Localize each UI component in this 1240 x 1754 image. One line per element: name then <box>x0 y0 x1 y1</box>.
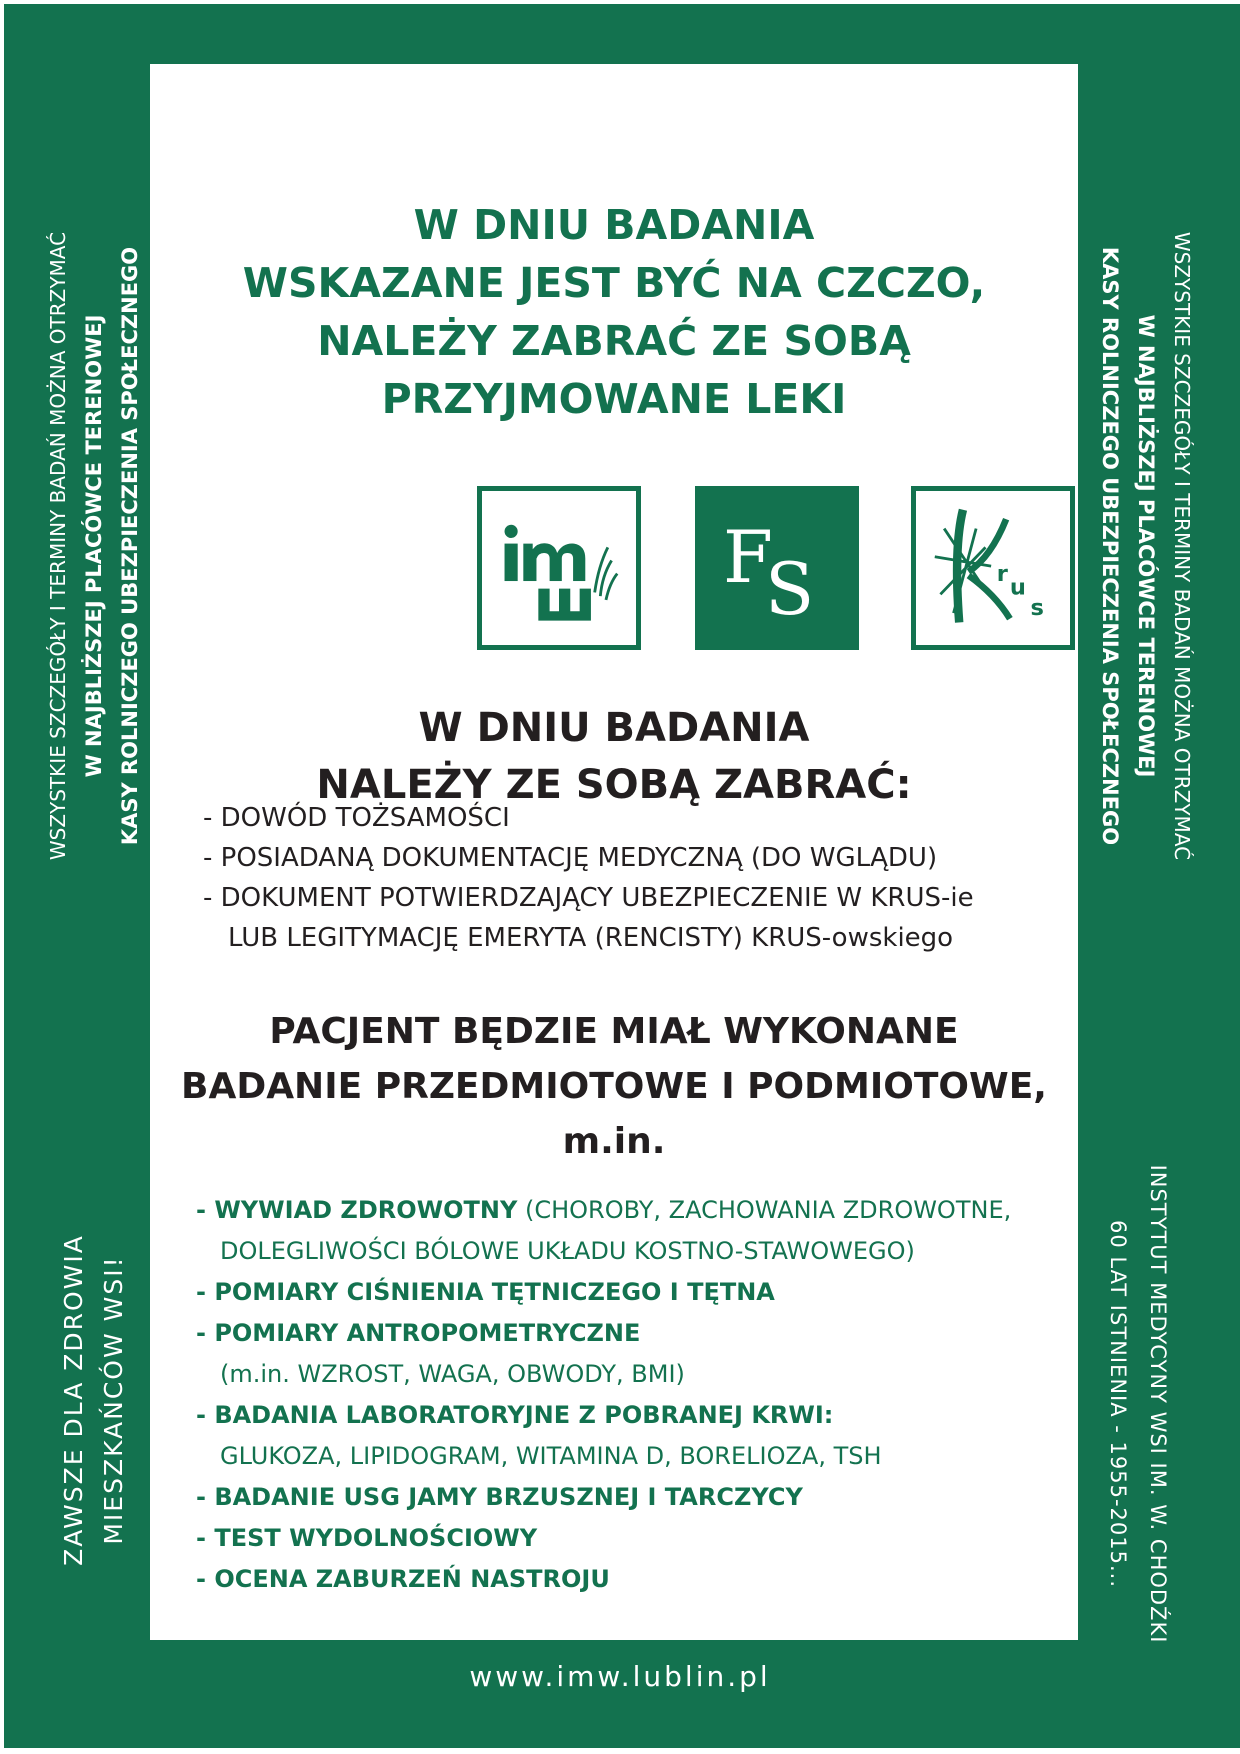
fasting-notice-line: WSKAZANE JEST BYĆ NA CZCZO, <box>242 259 986 307</box>
left-side-info-text <box>40 156 148 936</box>
imw-logo <box>477 486 641 650</box>
side-text-line: WSZYSTKIE SZCZEGÓŁY I TERMINY BADAŃ MOŻNA OTRZYMAĆ <box>1170 231 1194 861</box>
exam-detail: GLUKOZA, LIPIDOGRAM, WITAMINA D, BORELIOZA, TSH <box>220 1442 882 1470</box>
list-item <box>196 1395 1076 1436</box>
exam-title: - BADANIA LABORATORYJNE Z POBRANEJ KRWI: <box>196 1401 834 1429</box>
fasting-notice-line: PRZYJMOWANE LEKI <box>381 375 847 423</box>
side-text-line: KASY ROLNICZEGO UBEZPIECZENIA SPOŁECZNEGO <box>118 246 142 846</box>
fasting-notice-heading <box>150 196 1078 428</box>
krus-logo-graphic <box>916 491 1070 645</box>
examination-heading <box>150 1004 1078 1169</box>
side-text-line: W NAJBLIŻSZEJ PLACÓWCE TERENOWEJ <box>82 314 106 778</box>
fasting-notice-line: W DNIU BADANIA <box>413 201 815 249</box>
side-text-line: WSZYSTKIE SZCZEGÓŁY I TERMINY BADAŃ MOŻNA OTRZYMAĆ <box>46 231 70 861</box>
required-documents-list <box>203 798 1083 958</box>
examination-list <box>196 1190 1076 1600</box>
side-text-line: W NAJBLIŻSZEJ PLACÓWCE TERENOWEJ <box>1134 314 1158 778</box>
exam-title: - OCENA ZABURZEŃ NASTROJU <box>196 1565 610 1593</box>
exam-detail: (CHOROBY, ZACHOWANIA ZDROWOTNE, <box>517 1196 1012 1224</box>
list-item <box>196 1436 1076 1477</box>
list-item <box>196 1190 1076 1231</box>
list-item: - DOKUMENT POTWIERDZAJĄCY UBEZPIECZENIE W KRUS-ie <box>203 883 974 913</box>
list-item <box>196 1477 1076 1518</box>
list-item <box>196 1354 1076 1395</box>
exam-title: - BADANIE USG JAMY BRZUSZNEJ I TARCZYCY <box>196 1483 803 1511</box>
imw-logo-graphic <box>482 491 636 645</box>
list-item: - DOWÓD TOŻSAMOŚCI <box>203 803 510 833</box>
list-item: - POSIADANĄ DOKUMENTACJĘ MEDYCZNĄ (DO WGLĄDU) <box>203 843 938 873</box>
fs-letter-s: S <box>765 547 815 631</box>
svg-text:u: u <box>1009 574 1026 601</box>
right-side-info-text <box>1092 156 1200 936</box>
institute-line: INSTYTUT MEDYCYNY WSI IM. W. CHODŹKI <box>1146 1164 1170 1644</box>
slogan-line: MIESZKAŃCÓW WSI! <box>99 1255 128 1545</box>
fs-logo-graphic <box>695 486 859 650</box>
what-to-bring-line: NALEŻY ZE SOBĄ ZABRAĆ: <box>316 762 912 808</box>
krus-logo <box>911 486 1075 650</box>
fs-logo <box>695 486 859 650</box>
list-item: LUB LEGITYMACJĘ EMERYTA (RENCISTY) KRUS-owskiego <box>228 923 954 953</box>
content-panel <box>150 64 1078 1640</box>
institute-line: 60 LAT ISTNIENIA - 1955-2015... <box>1106 1219 1130 1589</box>
side-text-line: KASY ROLNICZEGO UBEZPIECZENIA SPOŁECZNEGO <box>1098 246 1122 846</box>
list-item <box>196 1272 1076 1313</box>
examination-heading-line: BADANIE PRZEDMIOTOWE I PODMIOTOWE, <box>181 1066 1047 1107</box>
list-item <box>196 1231 1076 1272</box>
fasting-notice-line: NALEŻY ZABRAĆ ZE SOBĄ <box>317 317 911 365</box>
what-to-bring-line: W DNIU BADANIA <box>418 705 810 751</box>
left-side-slogan <box>54 1210 134 1590</box>
exam-title: - POMIARY CIŚNIENIA TĘTNICZEGO I TĘTNA <box>196 1278 775 1306</box>
right-side-institute-text <box>1098 1124 1178 1684</box>
list-item <box>196 1518 1076 1559</box>
svg-text:r: r <box>996 561 1008 588</box>
exam-title: - WYWIAD ZDROWOTNY <box>196 1196 518 1224</box>
what-to-bring-heading <box>150 700 1078 814</box>
exam-detail: (m.in. WZROST, WAGA, OBWODY, BMI) <box>220 1360 685 1388</box>
exam-detail: DOLEGLIWOŚCI BÓLOWE UKŁADU KOSTNO-STAWOWEGO) <box>220 1237 915 1265</box>
examination-heading-line: PACJENT BĘDZIE MIAŁ WYKONANE <box>269 1011 959 1052</box>
list-item <box>196 1313 1076 1354</box>
list-item <box>196 1559 1076 1600</box>
exam-title: - POMIARY ANTROPOMETRYCZNE <box>196 1319 641 1347</box>
partner-logos <box>477 486 1077 650</box>
website-link[interactable]: www.imw.lublin.pl <box>469 1660 771 1693</box>
svg-text:s: s <box>1030 594 1044 621</box>
exam-title: - TEST WYDOLNOŚCIOWY <box>196 1524 538 1552</box>
fs-letter-f: F <box>723 515 773 599</box>
slogan-line: ZAWSZE DLA ZDROWIA <box>59 1234 88 1566</box>
examination-heading-line: m.in. <box>562 1121 666 1162</box>
